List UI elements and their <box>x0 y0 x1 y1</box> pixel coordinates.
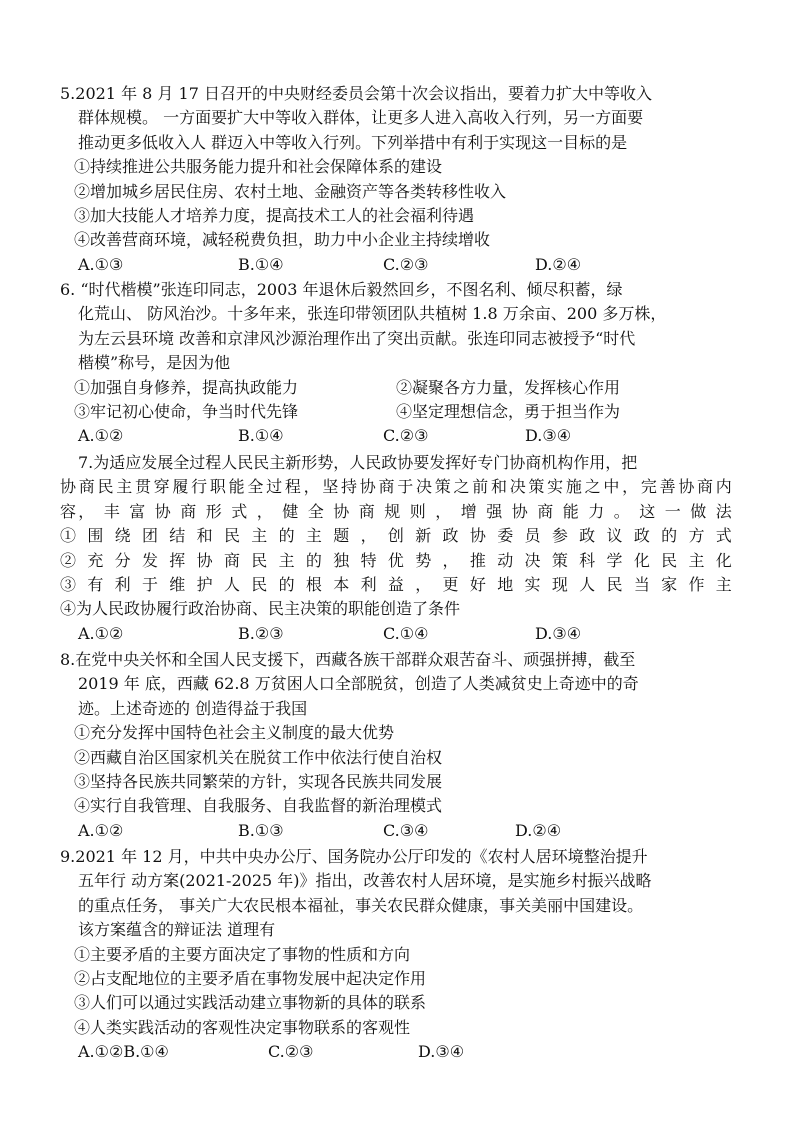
q7-answer-choices <box>60 622 732 646</box>
q6-answer-choices <box>60 424 732 448</box>
q8-answer-d[interactable]: D.②④ <box>515 820 562 840</box>
q5-answer-c[interactable]: C.②③ <box>383 254 429 274</box>
q5-answer-a[interactable]: A.①③ <box>78 254 124 274</box>
q9-answer-choices <box>60 1040 732 1064</box>
q6-option-3: ③牢记初心使命，争当时代先锋 <box>74 402 299 422</box>
q9-option-3: ③人们可以通过实践活动建立事物新的具体的联系 <box>74 993 427 1013</box>
q9-option-4: ④人类实践活动的客观性决定事物联系的客观性 <box>74 1017 411 1037</box>
q9-stem-line-1: 9.2021 年 12 月，中共中央办公厅、国务院办公厅印发的《农村人居环境整治提升 <box>60 847 648 866</box>
question-6 <box>60 278 732 449</box>
q6-option-4: ④坚定理想信念，勇于担当作为 <box>396 402 621 422</box>
q6-option-1: ①加强自身修养，提高执政能力 <box>74 377 299 397</box>
q9-answer-c[interactable]: C.②③ <box>268 1042 314 1062</box>
q7-option-4: ④为人民政协履行政治协商、民主决策的职能创造了条件 <box>60 599 461 619</box>
q7-stem-line-3: 容， 丰 富 协 商 形 式 ， 健 全 协 商 规 则 ， 增 强 协 商 能 力 。 这 一 做 法 <box>60 501 732 521</box>
q5-stem-line-1: 5.2021 年 8 月 17 日召开的中央财经委员会第十次会议指出，要着力扩大中等收入 <box>60 84 652 103</box>
q7-answer-a[interactable]: A.①② <box>78 623 124 643</box>
question-7 <box>60 451 732 646</box>
question-8 <box>60 648 732 843</box>
q7-option-3: ③ 有 利 于 维 护 人 民 的 根 本 利 益 ， 更 好 地 实 现 人 民 当 家 作 主 <box>60 575 732 595</box>
q9-option-1: ①主要矛盾的主要方面决定了事物的性质和方向 <box>74 944 411 964</box>
q7-stem-line-2: 协商民主贯穿履行职能全过程，坚持协商于决策之前和决策实施之中，完善协商内 <box>60 477 732 497</box>
q7-option-2: ② 充 分 发 挥 协 商 民 主 的 独 特 优 势 ， 推 动 决 策 科 学 化 民 主 化 <box>60 550 732 570</box>
q6-answer-b[interactable]: B.①④ <box>238 426 284 446</box>
q7-stem-line-1: 7.为适应发展全过程人民民主新形势，人民政协要发挥好专门协商机构作用，把 <box>78 453 638 472</box>
q7-option-1: ① 围 绕 团 结 和 民 主 的 主 题 ， 创 新 政 协 委 员 参 政 议 政 的 方 式 <box>60 526 732 546</box>
q5-answer-d[interactable]: D.②④ <box>535 254 582 274</box>
q5-option-4: ④改善营商环境，减轻税费负担，助力中小企业主持续增收 <box>74 230 491 250</box>
q6-option-row-2 <box>60 400 732 424</box>
q9-stem-line-4: 该方案蕴含的辩证法 道理有 <box>78 920 276 940</box>
q9-stem-line-2: 五年行 动方案(2021-2025 年)》指出，改善农村人居环境，是实施乡村振兴战略 <box>78 871 652 891</box>
q8-answer-b[interactable]: B.①③ <box>238 820 284 840</box>
q5-answer-b[interactable]: B.①④ <box>238 254 284 274</box>
q8-stem-line-2: 2019 年 底，西藏 62.8 万贫困人口全部脱贫，创造了人类减贫史上奇迹中的奇 <box>78 674 639 694</box>
q9-answer-d[interactable]: D.③④ <box>418 1042 465 1062</box>
q6-stem-line-1: 6. “时代楷模”张连印同志，2003 年退休后毅然回乡，不图名利、倾尽积蓄，绿 <box>60 280 623 299</box>
q8-stem-line-1: 8.在党中央关怀和全国人民支援下，西藏各族干部群众艰苦奋斗、顽强拼搏，截至 <box>60 650 636 669</box>
q7-answer-b[interactable]: B.②③ <box>238 623 284 643</box>
q8-answer-a[interactable]: A.①② <box>78 820 124 840</box>
q7-answer-c[interactable]: C.①④ <box>383 623 429 643</box>
q5-answer-choices <box>60 253 732 277</box>
q6-answer-c[interactable]: C.②③ <box>383 426 429 446</box>
q6-stem-line-3: 为左云县环境 改善和京津风沙源治理作出了突出贡献。张连印同志被授予“时代 <box>78 328 636 348</box>
q6-answer-a[interactable]: A.①② <box>78 426 124 446</box>
q9-option-2: ②占支配地位的主要矛盾在事物发展中起决定作用 <box>74 969 427 989</box>
q8-option-2: ②西藏自治区国家机关在脱贫工作中依法行使自治权 <box>74 747 443 767</box>
q5-option-1: ①持续推进公共服务能力提升和社会保障体系的建设 <box>74 157 443 177</box>
q5-option-3: ③加大技能人才培养力度，提高技术工人的社会福利待遇 <box>74 206 475 226</box>
question-5 <box>60 82 732 277</box>
question-9 <box>60 845 732 1065</box>
q6-option-2: ②凝聚各方力量，发挥核心作用 <box>396 377 621 397</box>
q6-stem-line-4: 楷模”称号，是因为他 <box>78 353 231 373</box>
q9-answer-ab[interactable]: A.①②B.①④ <box>78 1042 169 1062</box>
q8-stem-line-3: 迹。上述奇迹的 创造得益于我国 <box>78 698 308 718</box>
q5-stem-line-3: 推动更多低收入人 群迈入中等收入行列。下列举措中有利于实现这一目标的是 <box>78 132 628 152</box>
q7-answer-d[interactable]: D.③④ <box>535 623 582 643</box>
q8-answer-c[interactable]: C.③④ <box>383 820 429 840</box>
q5-option-2: ②增加城乡居民住房、农村土地、金融资产等各类转移性收入 <box>74 181 507 201</box>
q8-option-1: ①充分发挥中国特色社会主义制度的最大优势 <box>74 723 395 743</box>
q8-option-3: ③坚持各民族共同繁荣的方针，实现各民族共同发展 <box>74 772 443 792</box>
q6-answer-d[interactable]: D.③④ <box>525 426 572 446</box>
q6-stem-line-2: 化荒山、 防风治沙。十多年来，张连印带领团队共植树 1.8 万余亩、200 多万株， <box>78 304 667 324</box>
q9-stem-line-3: 的重点任务， 事关广大农民根本福祉，事关农民群众健康，事关美丽中国建设。 <box>78 895 644 915</box>
q8-option-4: ④实行自我管理、自我服务、自我监督的新治理模式 <box>74 796 443 816</box>
q6-option-row-1 <box>60 376 732 400</box>
q8-answer-choices <box>60 819 732 843</box>
q5-stem-line-2: 群体规模。 一方面要扩大中等收入群体，让更多人进入高收入行列，另一方面要 <box>78 108 644 128</box>
